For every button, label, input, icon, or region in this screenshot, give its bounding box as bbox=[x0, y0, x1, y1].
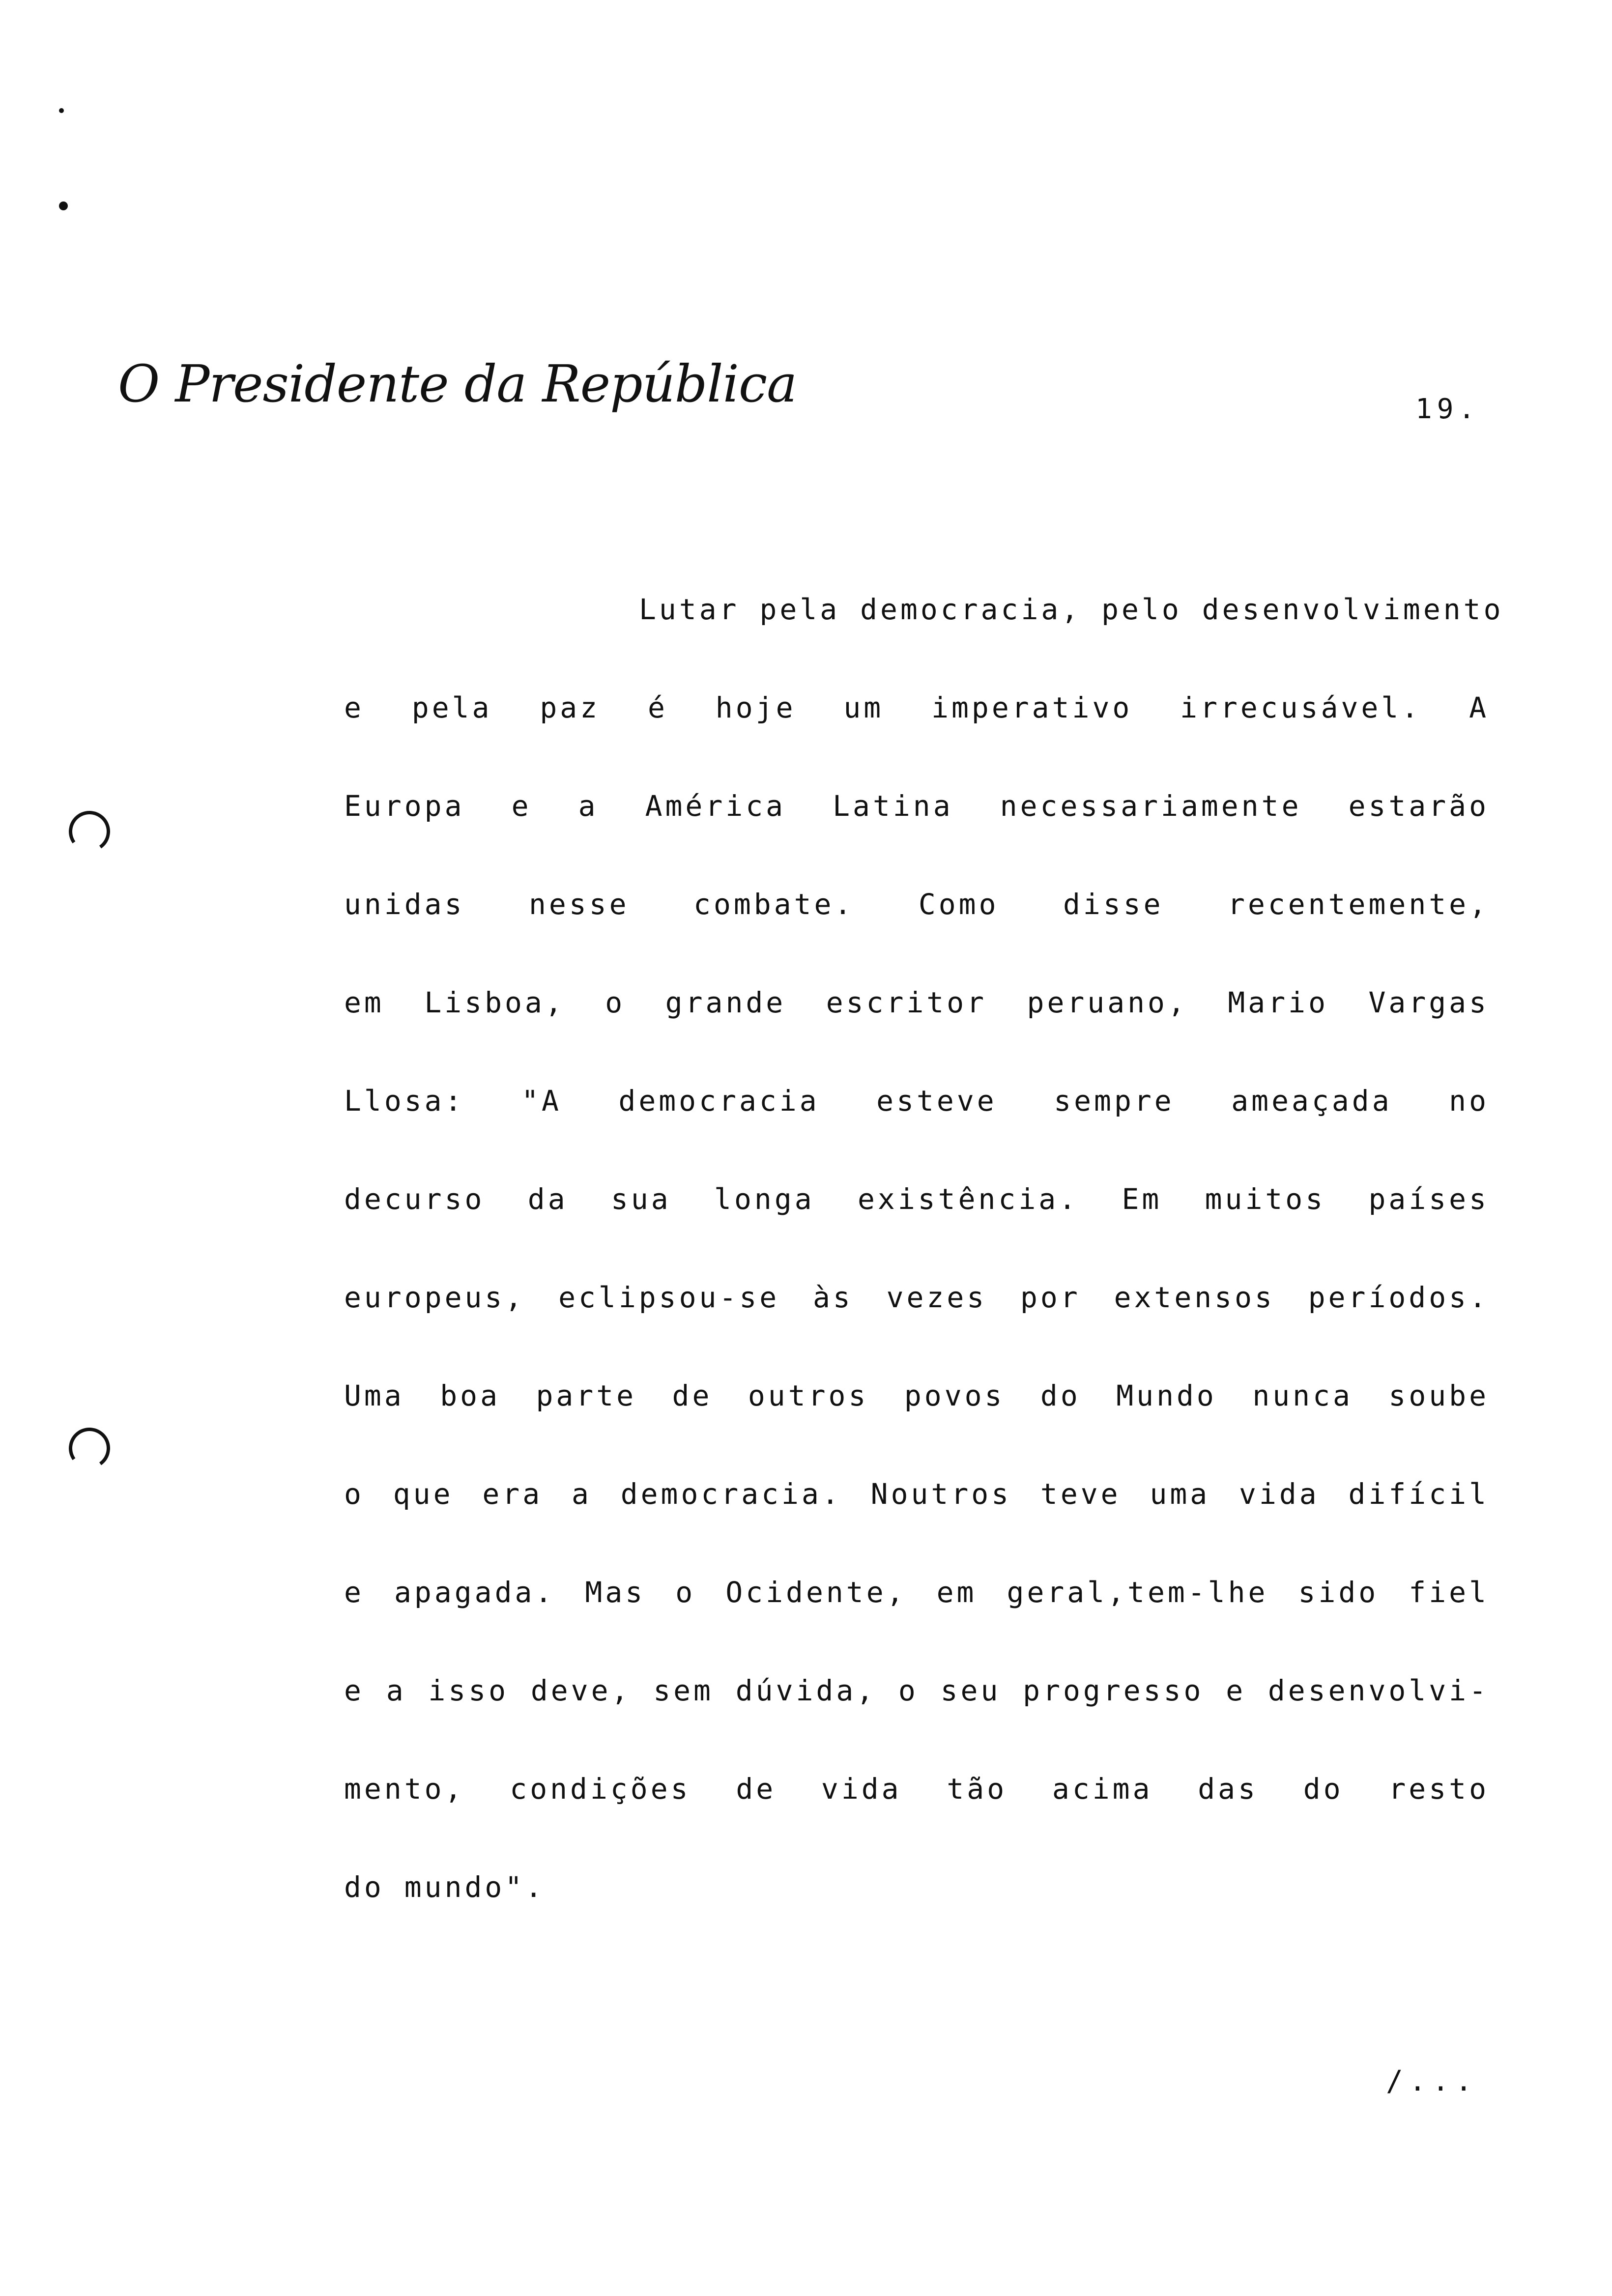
text-line: e apagada. Mas o Ocidente, em geral,tem-lhe sido fiel bbox=[344, 1576, 1489, 1609]
text-line: em Lisboa, o grande escritor peruano, Mario Vargas bbox=[344, 986, 1489, 1019]
continuation-mark: /... bbox=[1386, 2064, 1478, 2097]
text-line: Lutar pela democracia, pelo desenvolvimento bbox=[639, 593, 1504, 626]
text-line: Europa e a América Latina necessariamente estarão bbox=[344, 789, 1489, 823]
punch-hole-bottom bbox=[65, 1424, 113, 1472]
text-line: Llosa: "A democracia esteve sempre ameaçada no bbox=[344, 1084, 1489, 1118]
punch-hole-top bbox=[65, 807, 113, 855]
text-line: o que era a democracia. Noutros teve uma vida difícil bbox=[344, 1477, 1489, 1511]
scan-speck bbox=[59, 108, 64, 113]
text-line: Uma boa parte de outros povos do Mundo nunca soube bbox=[344, 1379, 1489, 1412]
page-number: 19. bbox=[1415, 393, 1480, 425]
text-line: e a isso deve, sem dúvida, o seu progresso e desenvolvi- bbox=[344, 1674, 1489, 1707]
text-line: mento, condições de vida tão acima das do resto bbox=[344, 1772, 1489, 1806]
text-line: europeus, eclipsou-se às vezes por extensos períodos. bbox=[344, 1281, 1489, 1314]
scan-speck bbox=[59, 201, 68, 210]
text-line: unidas nesse combate. Como disse recentemente, bbox=[344, 888, 1489, 921]
text-line: e pela paz é hoje um imperativo irrecusável. A bbox=[344, 691, 1489, 724]
letterhead: O Presidente da República bbox=[118, 354, 797, 414]
text-line: do mundo". bbox=[344, 1870, 546, 1904]
text-line: decurso da sua longa existência. Em muitos países bbox=[344, 1182, 1489, 1216]
body-text bbox=[344, 585, 1504, 1961]
